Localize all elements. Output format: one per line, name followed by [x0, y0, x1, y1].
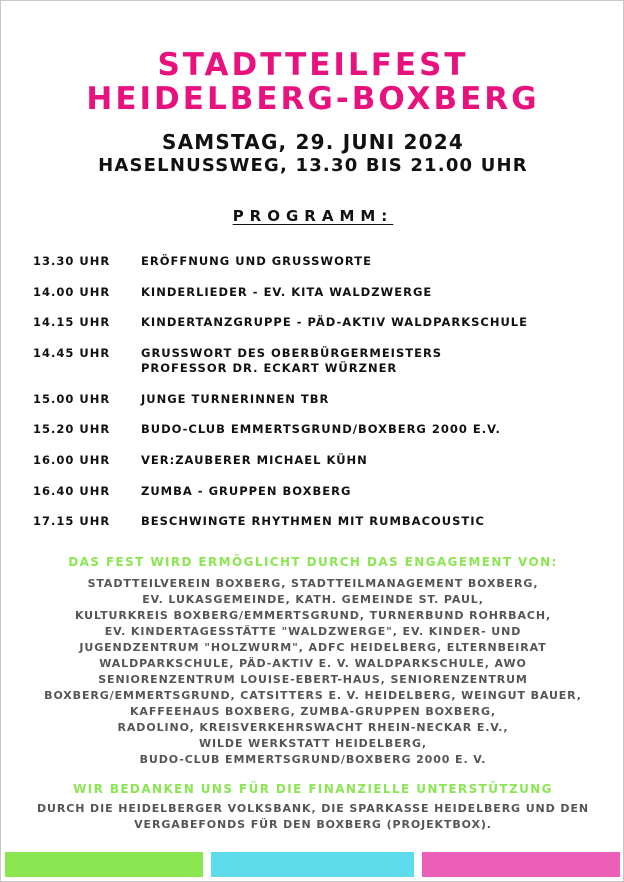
sponsor-line: JUGENDZENTRUM "HOLZWURM", ADFC HEIDELBERG, ELTERNBEIRAT: [79, 641, 547, 654]
program-time: 14.45 UHR: [33, 346, 111, 360]
thanks-heading: WIR BEDANKEN UNS FÜR DIE FINANZIELLE UNTERSTÜTZUNG: [73, 782, 553, 796]
footer-bar-pink: [422, 852, 620, 877]
sponsor-line: STADTTEILVEREIN BOXBERG, STADTTEILMANAGEMENT BOXBERG,: [87, 577, 539, 590]
location-line: HASELNUSSWEG, 13.30 BIS 21.00 UHR: [98, 155, 528, 176]
program-event: VER:ZAUBERER MICHAEL KÜHN: [141, 453, 368, 467]
sponsor-line: RADOLINO, KREISVERKEHRSWACHT RHEIN-NECKAR E.V.,: [117, 721, 509, 734]
sponsor-line: WALDPARKSCHULE, PÄD-AKTIV E. V. WALDPARKSCHULE, AWO: [99, 657, 527, 670]
program-event: ZUMBA - GRUPPEN BOXBERG: [141, 484, 352, 498]
program-time: 16.00 UHR: [33, 453, 111, 467]
program-time: 13.30 UHR: [33, 254, 111, 268]
thanks-line: DURCH DIE HEIDELBERGER VOLKSBANK, DIE SPARKASSE HEIDELBERG UND DEN: [37, 802, 589, 815]
sponsor-line: BUDO-CLUB EMMERTSGRUND/BOXBERG 2000 E. V.: [139, 753, 487, 766]
program-event: ERÖFFNUNG UND GRUSSWORTE: [141, 254, 372, 268]
sponsor-line: BOXBERG/EMMERTSGRUND, CATSITTERS E. V. HEIDELBERG, WEINGUT BAUER,: [44, 689, 582, 702]
program-event: KINDERTANZGRUPPE - PÄD-AKTIV WALDPARKSCHULE: [141, 315, 528, 329]
sponsors-heading: DAS FEST WIRD ERMÖGLICHT DURCH DAS ENGAGEMENT VON:: [68, 555, 558, 569]
program-time: 14.00 UHR: [33, 285, 111, 299]
thanks-line: VERGABEFONDS FÜR DEN BOXBERG (PROJEKTBOX).: [134, 818, 492, 831]
sponsor-line: KAFFEEHAUS BOXBERG, ZUMBA-GRUPPEN BOXBERG,: [129, 705, 496, 718]
thanks-text: [1, 801, 624, 833]
program-time: 14.15 UHR: [33, 315, 111, 329]
footer-bar-cyan: [211, 852, 414, 877]
program-heading: [1, 207, 624, 225]
program-time: 15.00 UHR: [33, 392, 111, 406]
date-line: SAMSTAG, 29. JUNI 2024: [161, 130, 464, 154]
program-time: 16.40 UHR: [33, 484, 111, 498]
sponsors-list: [1, 576, 624, 768]
program-event: GRUSSWORT DES OBERBÜRGERMEISTERS: [141, 346, 443, 360]
program-event-line-2: PROFESSOR DR. ECKART WÜRZNER: [141, 361, 398, 375]
program-event: JUNGE TURNERINNEN TBR: [141, 392, 330, 406]
sponsor-line: EV. LUKASGEMEINDE, KATH. GEMEINDE ST. PAUL,: [142, 593, 484, 606]
footer-bar-green: [5, 852, 203, 877]
title-line-2: HEIDELBERG-BOXBERG: [86, 81, 540, 117]
program-event: KINDERLIEDER - EV. KITA WALDZWERGE: [141, 285, 433, 299]
program-time: 17.15 UHR: [33, 514, 111, 528]
sponsor-line: KULTURKREIS BOXBERG/EMMERTSGRUND, TURNERBUND ROHRBACH,: [74, 609, 552, 622]
sponsor-line: SENIORENZENTRUM LOUISE-EBERT-HAUS, SENIORENZENTRUM: [98, 673, 528, 686]
sponsor-line: WILDE WERKSTATT HEIDELBERG,: [198, 737, 427, 750]
title-line-1: STADTTEILFEST: [157, 47, 469, 83]
program-event: BESCHWINGTE RHYTHMEN MIT RUMBACOUSTIC: [141, 514, 485, 528]
program-heading-text: PROGRAMM:: [232, 207, 394, 225]
program-event: BUDO-CLUB EMMERTSGRUND/BOXBERG 2000 E.V.: [141, 422, 501, 436]
program-time: 15.20 UHR: [33, 422, 111, 436]
sponsor-line: EV. KINDERTAGESSTÄTTE "WALDZWERGE", EV. KINDER- UND: [104, 625, 522, 638]
